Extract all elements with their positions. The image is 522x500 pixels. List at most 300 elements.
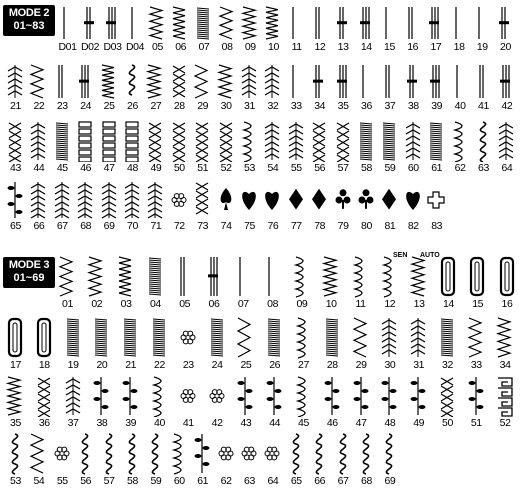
stitch-icon — [437, 255, 460, 298]
stitch-icon — [144, 180, 167, 220]
stitch-icon — [378, 255, 401, 298]
stitch-number: 67 — [56, 220, 68, 232]
stitch-number: 10 — [268, 41, 279, 53]
stitch-icon — [496, 255, 519, 298]
stitch-pattern — [378, 120, 401, 176]
stitch-pattern — [378, 432, 401, 489]
stitch-number: 73 — [197, 220, 209, 232]
stitch-pattern — [144, 255, 167, 312]
stitch-number: 64 — [267, 475, 279, 487]
stitch-icon — [144, 432, 167, 475]
stitch-number: 35 — [337, 100, 349, 112]
stitch-pattern — [98, 63, 121, 114]
stitch-pattern — [124, 5, 147, 55]
stitch-number: 26 — [269, 359, 281, 371]
stitch-number: 09 — [296, 298, 308, 310]
stitch-number: 18 — [453, 41, 465, 53]
stitch-icon — [33, 316, 56, 359]
stitch-pattern — [355, 432, 378, 489]
stitch-icon — [263, 316, 286, 359]
stitch-pattern — [168, 120, 191, 176]
stitch-icon — [239, 5, 262, 41]
stitch-icon — [263, 375, 286, 417]
stitch-number: 24 — [80, 100, 92, 112]
stitch-pattern — [238, 180, 261, 234]
stitch-icon — [27, 432, 50, 475]
stitch-number: 74 — [220, 220, 232, 232]
stitch-icon — [285, 120, 308, 162]
stitch-pattern — [215, 120, 238, 176]
stitch-pattern — [238, 432, 261, 489]
stitch-icon — [378, 432, 401, 475]
stitch-icon — [98, 180, 121, 220]
stitch-icon — [332, 5, 355, 41]
stitch-icon — [261, 120, 284, 162]
stitch-icon — [62, 316, 85, 359]
stitch-pattern — [263, 316, 286, 373]
stitch-number: 23 — [56, 100, 68, 112]
stitch-number: 48 — [384, 417, 396, 429]
stitch-number: 52 — [499, 417, 511, 429]
stitch-number: 39 — [125, 417, 137, 429]
stitch-number: 20 — [96, 359, 108, 371]
stitch-number: 28 — [326, 359, 338, 371]
stitch-pattern — [261, 180, 284, 234]
stitch-icon — [408, 255, 431, 298]
stitch-icon — [436, 316, 459, 359]
stitch-pattern — [378, 316, 401, 373]
stitch-icon — [424, 5, 447, 41]
stitch-pattern — [285, 63, 308, 114]
stitch-pattern — [495, 63, 518, 114]
stitch-pattern — [262, 5, 285, 55]
stitch-number: 42 — [501, 100, 513, 112]
stitch-pattern — [449, 120, 472, 176]
stitch-pattern — [74, 432, 97, 489]
stitch-number: 08 — [221, 41, 233, 53]
stitch-pattern — [119, 316, 142, 373]
stitch-number: 34 — [499, 359, 511, 371]
stitch-pattern — [350, 316, 373, 373]
stitch-number: 78 — [314, 220, 326, 232]
stitch-icon — [74, 432, 97, 475]
stitch-icon — [402, 120, 425, 162]
stitch-icon — [308, 5, 331, 41]
stitch-icon — [332, 432, 355, 475]
stitch-icon — [471, 5, 494, 41]
stitch-icon — [4, 316, 27, 359]
stitch-number: 66 — [314, 475, 326, 487]
stitch-number: 45 — [56, 162, 68, 174]
stitch-pattern — [261, 63, 284, 114]
stitch-pattern — [320, 255, 343, 312]
stitch-pattern — [234, 316, 257, 373]
stitch-number: 53 — [244, 162, 255, 174]
stitch-number: 34 — [314, 100, 326, 112]
stitch-pattern — [203, 255, 226, 312]
stitch-pattern — [4, 432, 27, 489]
stitch-icon — [203, 255, 226, 298]
stitch-icon — [119, 375, 142, 417]
stitch-icon — [262, 5, 285, 41]
stitch-pattern — [355, 180, 378, 234]
stitch-icon — [448, 5, 471, 41]
stitch-number: 66 — [33, 220, 45, 232]
stitch-number: 39 — [431, 100, 443, 112]
stitch-number: 69 — [384, 475, 396, 487]
stitch-icon — [144, 63, 167, 100]
stitch-pattern — [424, 5, 447, 55]
stitch-icon — [191, 432, 214, 475]
stitch-number: 67 — [337, 475, 349, 487]
stitch-pattern — [285, 180, 308, 234]
stitch-icon — [98, 120, 121, 162]
stitch-number: 44 — [269, 417, 281, 429]
mode3-range: 01~69 — [13, 272, 45, 284]
stitch-number: 45 — [298, 417, 309, 429]
stitch-number: 18 — [38, 359, 50, 371]
stitch-pattern — [350, 375, 373, 431]
stitch-pattern — [121, 180, 144, 234]
stitch-icon — [4, 120, 27, 162]
stitch-number: 25 — [103, 100, 115, 112]
stitch-pattern — [332, 120, 355, 176]
stitch-pattern — [401, 5, 424, 55]
stitch-icon — [4, 63, 27, 100]
stitch-number: 06 — [208, 298, 220, 310]
stitch-pattern — [191, 180, 214, 234]
stitch-icon — [472, 120, 495, 162]
stitch-pattern — [148, 375, 171, 431]
stitch-number: 40 — [454, 100, 466, 112]
stitch-pattern — [321, 375, 344, 431]
stitch-pattern — [206, 375, 229, 431]
stitch-number: 15 — [384, 41, 395, 53]
stitch-number: 50 — [173, 162, 185, 174]
stitch-number: 27 — [150, 100, 162, 112]
stitch-number: 52 — [220, 162, 232, 174]
stitch-pattern — [90, 375, 113, 431]
stitch-pattern — [148, 316, 171, 373]
stitch-icon — [56, 255, 79, 298]
stitch-number: 62 — [220, 475, 232, 487]
stitch-number: 31 — [413, 359, 425, 371]
stitch-icon — [215, 432, 238, 475]
stitch-icon — [321, 375, 344, 417]
stitch-pattern — [119, 375, 142, 431]
stitch-icon — [321, 316, 344, 359]
stitch-icon — [425, 120, 448, 162]
stitch-pattern — [206, 316, 229, 373]
stitch-pattern — [263, 375, 286, 431]
stitch-pattern — [292, 316, 315, 373]
stitch-number: 63 — [244, 475, 255, 487]
stitch-pattern — [146, 5, 169, 55]
stitch-number: 65 — [290, 475, 302, 487]
stitch-pattern — [239, 5, 262, 55]
stitch-number: 37 — [67, 417, 79, 429]
stitch-number: 49 — [150, 162, 162, 174]
stitch-number: 54 — [267, 162, 279, 174]
stitch-number: 47 — [355, 417, 367, 429]
stitch-number: 61 — [431, 162, 443, 174]
stitch-icon — [378, 180, 401, 220]
stitch-pattern — [27, 180, 50, 234]
stitch-number: 06 — [175, 41, 187, 53]
stitch-pattern — [308, 432, 331, 489]
stitch-number: 05 — [179, 298, 191, 310]
stitch-number: D03 — [103, 41, 122, 53]
stitch-pattern — [79, 5, 102, 55]
stitch-pattern — [436, 316, 459, 373]
stitch-pattern — [261, 120, 284, 176]
stitch-pattern — [308, 120, 331, 176]
stitch-icon — [119, 316, 142, 359]
stitch-number: 82 — [407, 220, 419, 232]
stitch-number: 51 — [197, 162, 209, 174]
stitch-icon — [495, 120, 518, 162]
stitch-icon — [494, 316, 517, 359]
stitch-number: 49 — [413, 417, 425, 429]
stitch-number: 68 — [80, 220, 92, 232]
stitch-number: 53 — [10, 475, 21, 487]
stitch-number: 63 — [478, 162, 489, 174]
stitch-pattern — [321, 316, 344, 373]
stitch-pattern — [261, 432, 284, 489]
stitch-icon — [4, 432, 27, 475]
stitch-number: 01 — [62, 298, 73, 310]
stitch-pattern — [98, 180, 121, 234]
stitch-number: 71 — [150, 220, 162, 232]
stitch-icon — [98, 63, 121, 100]
mode3-title: MODE 3 — [8, 259, 50, 271]
stitch-pattern — [408, 255, 431, 312]
stitch-icon — [425, 63, 448, 100]
stitch-pattern — [101, 5, 124, 55]
stitch-pattern — [74, 63, 97, 114]
mode2-badge — [3, 5, 55, 36]
stitch-icon — [234, 316, 257, 359]
stitch-icon — [121, 120, 144, 162]
stitch-pattern — [378, 180, 401, 234]
stitch-number: 62 — [454, 162, 466, 174]
stitch-icon — [332, 63, 355, 100]
stitch-pattern — [472, 63, 495, 114]
stitch-icon — [308, 120, 331, 162]
stitch-number: 30 — [220, 100, 232, 112]
stitch-icon — [98, 432, 121, 475]
stitch-pattern — [448, 5, 471, 55]
stitch-icon — [173, 255, 196, 298]
stitch-number: 54 — [33, 475, 45, 487]
stitch-number: 11 — [355, 298, 366, 310]
stitch-pattern — [471, 5, 494, 55]
stitch-pattern — [74, 120, 97, 176]
stitch-pattern — [27, 432, 50, 489]
stitch-number: 55 — [290, 162, 302, 174]
stitch-pattern — [232, 255, 255, 312]
stitch-pattern — [472, 120, 495, 176]
stitch-icon — [27, 180, 50, 220]
stitch-number: 70 — [127, 220, 138, 232]
stitch-pattern — [436, 375, 459, 431]
stitch-pattern — [425, 63, 448, 114]
stitch-number: 36 — [361, 100, 372, 112]
stitch-number: 68 — [361, 475, 372, 487]
stitch-icon — [401, 5, 424, 41]
stitch-number: 30 — [384, 359, 396, 371]
stitch-pattern — [494, 5, 517, 55]
stitch-icon — [308, 180, 331, 220]
stitch-icon — [27, 120, 50, 162]
stitch-pattern — [191, 63, 214, 114]
stitch-icon — [350, 375, 373, 417]
stitch-pattern — [402, 120, 425, 176]
stitch-pattern — [495, 120, 518, 176]
stitch-pattern — [90, 316, 113, 373]
stitch-icon — [261, 432, 284, 475]
stitch-icon — [378, 63, 401, 100]
auto-label: AUTO — [420, 252, 440, 259]
stitch-pattern — [121, 432, 144, 489]
stitch-icon — [378, 5, 401, 41]
stitch-number: 33 — [290, 100, 302, 112]
stitch-pattern — [308, 5, 331, 55]
stitch-icon — [425, 180, 448, 220]
stitch-icon — [115, 255, 138, 298]
stitch-icon — [191, 120, 214, 162]
stitch-number: 08 — [267, 298, 279, 310]
mode2-title: MODE 2 — [8, 7, 50, 19]
stitch-number: 57 — [103, 475, 115, 487]
stitch-icon — [146, 5, 169, 41]
stitch-icon — [332, 120, 355, 162]
stitch-icon — [148, 375, 171, 417]
stitch-pattern — [402, 63, 425, 114]
stitch-number: 03 — [120, 298, 132, 310]
stitch-number: 12 — [384, 298, 396, 310]
stitch-pattern — [62, 375, 85, 431]
stitch-number: 58 — [361, 162, 372, 174]
stitch-pattern — [144, 63, 167, 114]
stitch-pattern — [177, 316, 200, 373]
stitch-pattern — [238, 120, 261, 176]
stitch-pattern — [215, 180, 238, 234]
stitch-icon — [355, 5, 378, 41]
stitch-pattern — [121, 63, 144, 114]
stitch-pattern — [191, 120, 214, 176]
stitch-pattern — [308, 63, 331, 114]
stitch-pattern — [425, 180, 448, 234]
mode3-badge — [3, 257, 55, 288]
stitch-icon — [378, 120, 401, 162]
stitch-pattern — [285, 120, 308, 176]
stitch-pattern — [144, 180, 167, 234]
stitch-number: 57 — [337, 162, 349, 174]
stitch-pattern — [378, 63, 401, 114]
stitch-icon — [206, 316, 229, 359]
stitch-icon — [192, 5, 215, 41]
stitch-icon — [62, 375, 85, 417]
stitch-icon — [290, 255, 313, 298]
stitch-number: 22 — [33, 100, 45, 112]
stitch-number: 17 — [10, 359, 21, 371]
stitch-pattern — [33, 316, 56, 373]
stitch-number: 21 — [10, 100, 21, 112]
stitch-icon — [234, 375, 257, 417]
stitch-pattern — [466, 255, 489, 312]
stitch-icon — [144, 120, 167, 162]
stitch-number: 72 — [173, 220, 185, 232]
stitch-number: 56 — [80, 475, 92, 487]
stitch-pattern — [407, 316, 430, 373]
stitch-pattern — [169, 5, 192, 55]
stitch-icon — [449, 120, 472, 162]
stitch-number: 44 — [33, 162, 45, 174]
stitch-icon — [121, 180, 144, 220]
stitch-icon — [238, 432, 261, 475]
stitch-number: 76 — [267, 220, 279, 232]
stitch-number: D04 — [125, 41, 145, 53]
stitch-number: 33 — [470, 359, 482, 371]
stitch-pattern — [177, 375, 200, 431]
stitch-number: 07 — [237, 298, 249, 310]
stitch-icon — [378, 375, 401, 417]
stitch-pattern — [51, 63, 74, 114]
stitch-number: 20 — [500, 41, 511, 53]
stitch-icon — [238, 120, 261, 162]
stitch-pattern — [4, 120, 27, 176]
stitch-icon — [407, 316, 430, 359]
stitch-number: 58 — [127, 475, 138, 487]
stitch-number: 43 — [10, 162, 21, 174]
stitch-pattern — [308, 180, 331, 234]
stitch-icon — [449, 63, 472, 100]
stitch-number: 10 — [325, 298, 337, 310]
stitch-icon — [285, 180, 308, 220]
stitch-icon — [206, 375, 229, 417]
stitch-number: 24 — [211, 359, 223, 371]
stitch-pattern — [4, 375, 27, 431]
stitch-pattern — [168, 63, 191, 114]
stitch-number: 41 — [478, 100, 489, 112]
stitch-pattern — [355, 5, 378, 55]
stitch-pattern — [216, 5, 239, 55]
stitch-number: 14 — [360, 41, 372, 53]
stitch-number: 79 — [337, 220, 349, 232]
stitch-pattern — [51, 180, 74, 234]
stitch-number: 56 — [314, 162, 326, 174]
stitch-icon — [232, 255, 255, 298]
stitch-pattern — [355, 63, 378, 114]
stitch-icon — [355, 432, 378, 475]
stitch-icon — [261, 63, 284, 100]
stitch-icon — [85, 255, 108, 298]
stitch-icon — [261, 255, 284, 298]
stitch-number: D01 — [58, 41, 77, 53]
stitch-number: 12 — [314, 41, 326, 53]
stitch-number: 04 — [149, 298, 161, 310]
stitch-icon — [465, 316, 488, 359]
stitch-number: 75 — [244, 220, 255, 232]
stitch-pattern — [168, 432, 191, 489]
stitch-icon — [407, 375, 430, 417]
stitch-number: 60 — [173, 475, 185, 487]
stitch-pattern — [4, 63, 27, 114]
stitch-number: 38 — [407, 100, 419, 112]
stitch-number: 81 — [384, 220, 396, 232]
stitch-icon — [285, 432, 308, 475]
